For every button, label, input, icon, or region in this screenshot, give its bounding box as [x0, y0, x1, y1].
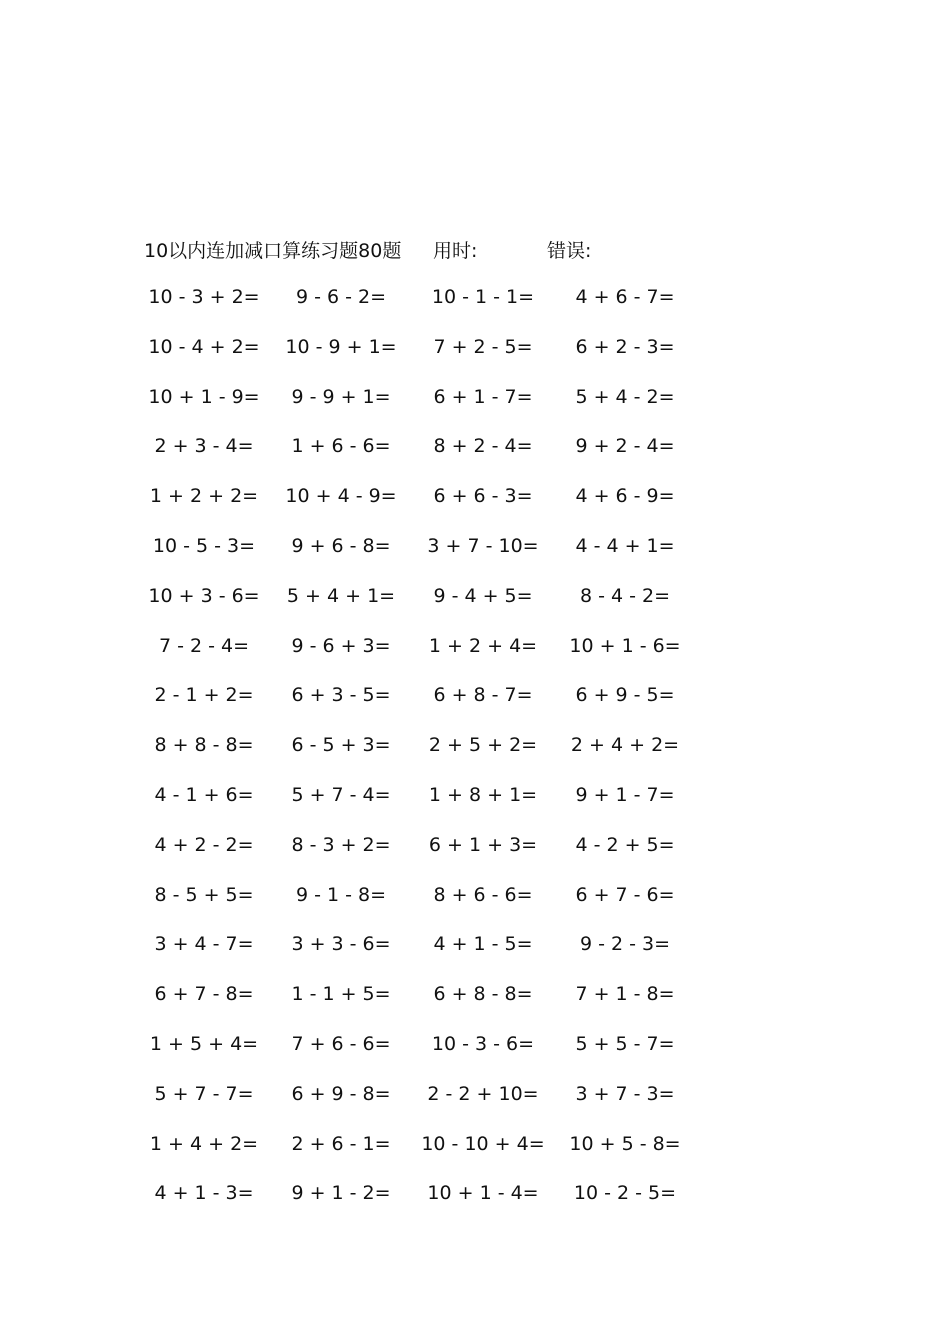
problem-item: 8 + 8 - 8=	[154, 734, 254, 757]
error-label: 错误:	[547, 240, 592, 262]
problem-item: 2 + 5 + 2=	[428, 734, 538, 757]
problem-item: 2 - 2 + 10=	[427, 1082, 539, 1105]
problem-item: 9 - 2 - 3=	[579, 933, 671, 956]
problem-item: 10 - 1 - 1=	[431, 286, 535, 308]
problem-row	[0, 884, 950, 934]
problem-item: 7 + 1 - 8=	[575, 983, 675, 1006]
problem-row	[0, 435, 950, 485]
problem-item: 9 - 1 - 8=	[295, 883, 387, 906]
problem-row	[0, 485, 950, 535]
problem-item: 8 + 2 - 4=	[433, 435, 533, 458]
problem-item: 10 + 3 - 6=	[148, 584, 260, 607]
problem-item: 3 + 7 - 10=	[427, 534, 539, 557]
problem-item: 4 + 6 - 9=	[575, 485, 675, 508]
problem-item: 6 + 1 - 7=	[433, 385, 533, 408]
problem-item: 10 - 4 + 2=	[148, 335, 260, 358]
problem-item: 8 - 4 - 2=	[579, 584, 671, 607]
worksheet-title: 10以内连加减口算练习题80题	[144, 240, 402, 262]
problem-item: 1 + 4 + 2=	[149, 1132, 259, 1155]
problem-row	[0, 286, 950, 336]
problem-item: 4 - 2 + 5=	[575, 833, 675, 856]
problem-item: 6 + 6 - 3=	[433, 485, 533, 508]
problem-item: 10 + 1 - 9=	[148, 385, 260, 408]
problem-item: 10 - 9 + 1=	[285, 335, 397, 358]
problem-item: 6 + 8 - 7=	[433, 684, 533, 707]
problem-item: 9 + 2 - 4=	[575, 435, 675, 458]
problem-item: 6 + 3 - 5=	[291, 684, 391, 707]
problem-item: 10 - 3 + 2=	[148, 286, 260, 308]
problem-item: 5 + 5 - 7=	[575, 1032, 675, 1055]
problem-item: 9 - 9 + 1=	[291, 385, 391, 408]
problem-item: 5 + 4 - 2=	[575, 385, 675, 408]
worksheet-header	[0, 236, 950, 266]
problem-item: 8 + 6 - 6=	[433, 883, 533, 906]
problem-item: 4 + 1 - 3=	[154, 1182, 254, 1205]
problem-row	[0, 635, 950, 685]
problem-item: 4 + 2 - 2=	[154, 833, 254, 856]
problem-item: 8 - 3 + 2=	[291, 833, 391, 856]
problem-item: 10 + 1 - 6=	[569, 634, 681, 657]
problem-item: 7 + 2 - 5=	[433, 335, 533, 358]
problem-item: 6 + 9 - 8=	[291, 1082, 391, 1105]
problem-item: 9 + 1 - 2=	[291, 1182, 391, 1205]
problem-item: 2 + 4 + 2=	[570, 734, 680, 757]
problem-row	[0, 684, 950, 734]
problem-item: 9 - 6 + 3=	[291, 634, 391, 657]
problem-item: 3 + 3 - 6=	[291, 933, 391, 956]
problem-item: 1 + 8 + 1=	[428, 783, 538, 806]
problem-item: 5 + 7 - 4=	[291, 783, 391, 806]
problem-item: 9 + 1 - 7=	[575, 783, 675, 806]
problem-item: 1 + 2 + 4=	[428, 634, 538, 657]
problem-row	[0, 784, 950, 834]
problem-item: 1 + 5 + 4=	[149, 1032, 259, 1055]
problem-item: 6 + 2 - 3=	[575, 335, 675, 358]
problem-item: 6 + 7 - 6=	[575, 883, 675, 906]
problem-item: 1 + 2 + 2=	[149, 485, 259, 508]
problem-item: 10 - 5 - 3=	[152, 534, 256, 557]
problem-item: 5 + 7 - 7=	[154, 1082, 254, 1105]
problem-item: 6 + 1 + 3=	[428, 833, 538, 856]
problem-item: 3 + 4 - 7=	[154, 933, 254, 956]
problem-item: 10 - 3 - 6=	[431, 1032, 535, 1055]
problem-item: 4 + 6 - 7=	[575, 286, 675, 308]
problem-item: 1 - 1 + 5=	[291, 983, 391, 1006]
problem-row	[0, 535, 950, 585]
problem-grid	[0, 286, 950, 1232]
problem-item: 7 - 2 - 4=	[158, 634, 250, 657]
problem-item: 6 + 8 - 8=	[433, 983, 533, 1006]
problem-row	[0, 933, 950, 983]
problem-item: 7 + 6 - 6=	[291, 1032, 391, 1055]
problem-item: 4 - 4 + 1=	[575, 534, 675, 557]
problem-row	[0, 1133, 950, 1183]
problem-row	[0, 1182, 950, 1232]
problem-item: 5 + 4 + 1=	[286, 584, 396, 607]
problem-row	[0, 336, 950, 386]
problem-item: 9 + 6 - 8=	[291, 534, 391, 557]
problem-item: 10 - 2 - 5=	[573, 1182, 677, 1205]
problem-item: 10 + 1 - 4=	[427, 1182, 539, 1205]
problem-row	[0, 983, 950, 1033]
problem-row	[0, 1083, 950, 1133]
problem-item: 3 + 7 - 3=	[575, 1082, 675, 1105]
problem-item: 8 - 5 + 5=	[154, 883, 254, 906]
problem-item: 1 + 6 - 6=	[291, 435, 391, 458]
problem-item: 10 - 10 + 4=	[421, 1132, 545, 1155]
problem-item: 10 + 5 - 8=	[569, 1132, 681, 1155]
problem-item: 2 + 6 - 1=	[291, 1132, 391, 1155]
problem-row	[0, 386, 950, 436]
problem-row	[0, 585, 950, 635]
problem-item: 2 + 3 - 4=	[154, 435, 254, 458]
problem-item: 9 - 4 + 5=	[433, 584, 533, 607]
time-label: 用时:	[433, 240, 478, 262]
problem-row	[0, 834, 950, 884]
problem-item: 6 + 7 - 8=	[154, 983, 254, 1006]
problem-item: 2 - 1 + 2=	[154, 684, 254, 707]
problem-item: 9 - 6 - 2=	[295, 286, 387, 308]
problem-item: 6 - 5 + 3=	[291, 734, 391, 757]
problem-item: 4 + 1 - 5=	[433, 933, 533, 956]
problem-item: 6 + 9 - 5=	[575, 684, 675, 707]
problem-item: 4 - 1 + 6=	[154, 783, 254, 806]
problem-item: 10 + 4 - 9=	[285, 485, 397, 508]
problem-row	[0, 1033, 950, 1083]
problem-row	[0, 734, 950, 784]
